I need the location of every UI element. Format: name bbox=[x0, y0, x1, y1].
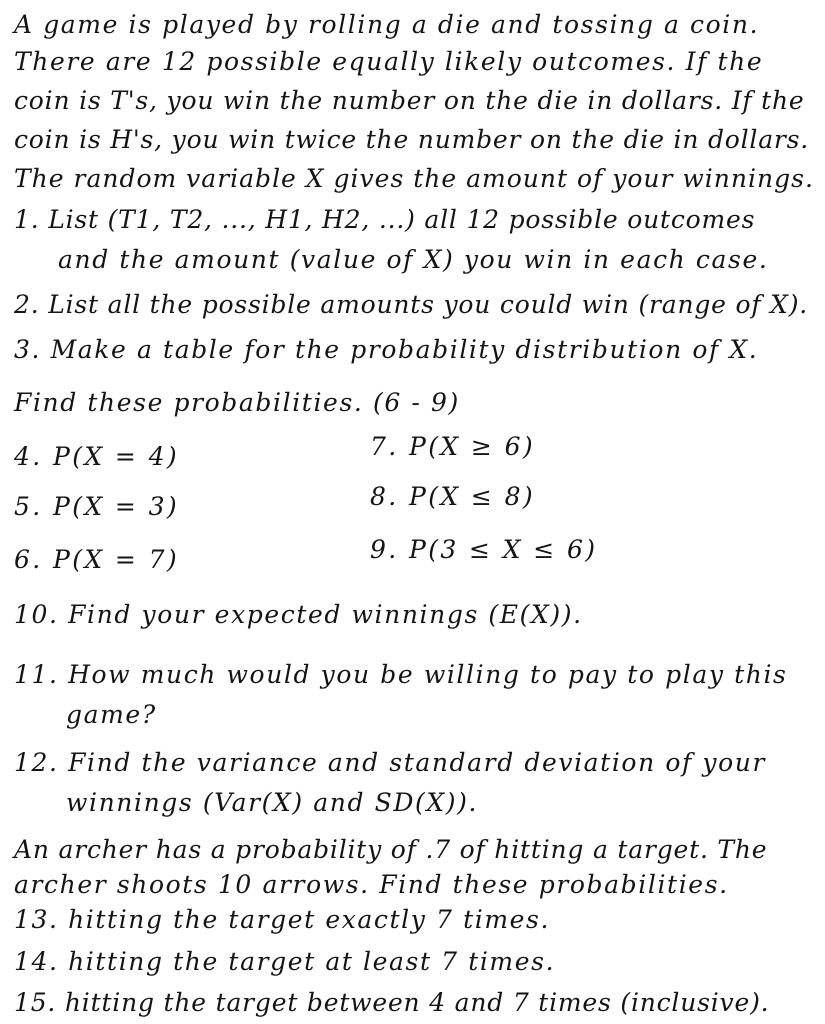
question-10: 10. Find your expected winnings (E(X)). bbox=[14, 600, 583, 629]
intro-line-3: coin is T's, you win the number on the die in dollars. If the bbox=[14, 86, 805, 115]
question-9: 9. P(3 ≤ X ≤ 6) bbox=[370, 535, 598, 564]
question-8: 8. P(X ≤ 8) bbox=[370, 482, 536, 511]
question-1-line-1: 1. List (T1, T2, ..., H1, H2, ...) all 12 possible outcomes bbox=[14, 205, 756, 234]
intro-line-1: A game is played by rolling a die and tossing a coin. bbox=[14, 10, 760, 39]
intro-line-2: There are 12 possible equally likely outcomes. If the bbox=[14, 47, 764, 76]
find-probabilities-header: Find these probabilities. (6 - 9) bbox=[14, 388, 460, 417]
question-15: 15. hitting the target between 4 and 7 times (inclusive). bbox=[14, 988, 770, 1017]
question-13: 13. hitting the target exactly 7 times. bbox=[14, 905, 551, 934]
archer-line-1: An archer has a probability of .7 of hitting a target. The bbox=[14, 835, 768, 864]
intro-line-4: coin is H's, you win twice the number on the die in dollars. bbox=[14, 125, 810, 154]
question-5: 5. P(X = 3) bbox=[14, 492, 180, 521]
question-2: 2. List all the possible amounts you could win (range of X). bbox=[14, 290, 809, 319]
archer-line-2: archer shoots 10 arrows. Find these probabilities. bbox=[14, 870, 729, 899]
question-14: 14. hitting the target at least 7 times. bbox=[14, 947, 556, 976]
question-12-line-1: 12. Find the variance and standard deviation of your bbox=[14, 748, 766, 777]
question-11-line-1: 11. How much would you be willing to pay to play this bbox=[14, 660, 788, 689]
question-12-line-2: winnings (Var(X) and SD(X)). bbox=[66, 788, 479, 817]
intro-line-5: The random variable X gives the amount of your winnings. bbox=[14, 164, 814, 193]
question-7: 7. P(X ≥ 6) bbox=[370, 432, 536, 461]
question-11-line-2: game? bbox=[66, 700, 157, 729]
question-1-line-2: and the amount (value of X) you win in each case. bbox=[58, 245, 769, 274]
question-3: 3. Make a table for the probability distribution of X. bbox=[14, 335, 759, 364]
question-4: 4. P(X = 4) bbox=[14, 442, 180, 471]
question-6: 6. P(X = 7) bbox=[14, 545, 180, 574]
